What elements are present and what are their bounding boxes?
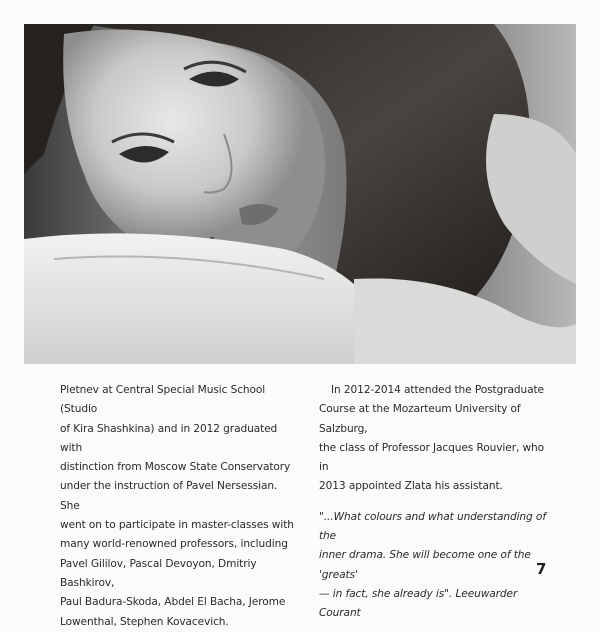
portrait-photo-icon bbox=[24, 24, 576, 364]
bio-line: Lowenthal, Stephen Kovacevich. bbox=[60, 615, 229, 628]
press-quote-line: — in fact, she already is". Leeuwarder Courant bbox=[319, 587, 518, 620]
biography-left-column bbox=[60, 381, 300, 632]
bio-line: Paul Badura-Skoda, Abdel El Bacha, Jerome bbox=[60, 596, 286, 609]
bio-line: distinction from Moscow State Conservatory bbox=[60, 461, 291, 474]
bio-line: many world-renowned professors, including bbox=[60, 538, 288, 551]
bio-line: of Kira Shashkina) and in 2012 graduated with bbox=[60, 422, 278, 454]
bio-line: Pletnev at Central Special Music School (Studio bbox=[60, 384, 266, 416]
bio-line: the class of Professor Jacques Rouvier, who in bbox=[319, 441, 545, 474]
bio-line: Course at the Mozarteum University of Salzburg, bbox=[319, 403, 521, 435]
page-number: 7 bbox=[536, 560, 547, 578]
bio-line: 2013 appointed Zlata his assistant. bbox=[319, 480, 503, 493]
bio-line: under the instruction of Pavel Nersessian. She bbox=[60, 480, 278, 512]
bio-line: Pavel Gililov, Pascal Devoyon, Dmitriy Bashkirov, bbox=[60, 557, 257, 589]
press-quote-line: inner drama. She will become one of the 'greats' bbox=[319, 549, 531, 581]
bio-line: In 2012-2014 attended the Postgraduate bbox=[331, 384, 544, 396]
press-quote-line: "...What colours and what understanding of the bbox=[319, 510, 546, 543]
portrait-photo bbox=[24, 24, 576, 364]
biography-right-column bbox=[319, 381, 554, 624]
bio-line: went on to participate in master-classes with bbox=[60, 519, 294, 532]
